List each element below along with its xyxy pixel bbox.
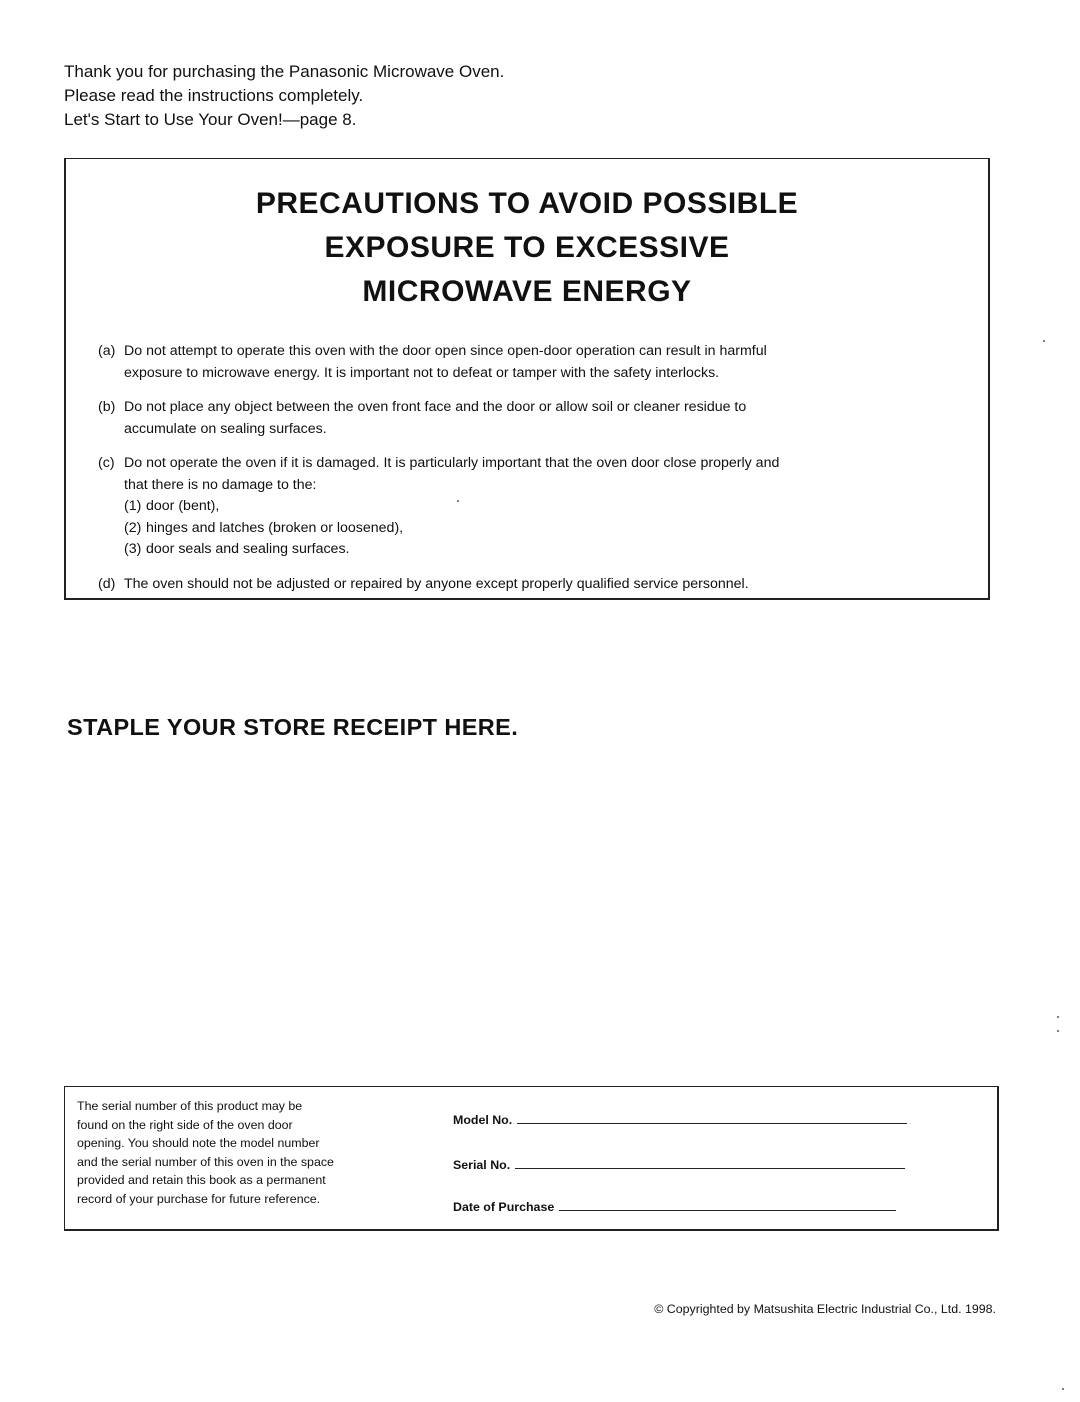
purchase-record-box <box>64 1086 999 1231</box>
intro-line-thanks: Thank you for purchasing the Panasonic Microwave Oven. <box>64 62 505 81</box>
subitem-marker: (2) <box>124 519 142 536</box>
serial-number-field[interactable] <box>453 1158 905 1172</box>
item-text-line: Do not attempt to operate this oven with the door open since open-door operation can result in harmful <box>124 343 767 359</box>
item-marker: (d) <box>98 575 116 592</box>
scan-speck <box>1062 1388 1064 1390</box>
intro-line-start: Let's Start to Use Your Oven!—page 8. <box>64 110 357 129</box>
subitem-marker: (3) <box>124 541 142 557</box>
precautions-box <box>64 158 990 600</box>
damage-subitem <box>124 518 968 540</box>
copyright-notice: © Copyrighted by Matsushita Electric Industrial Co., Ltd. 1998. <box>654 1302 996 1316</box>
serial-number-note <box>77 1097 427 1208</box>
item-text-line: accumulate on sealing surfaces. <box>124 420 327 437</box>
date-of-purchase-line[interactable] <box>559 1210 896 1211</box>
precautions-list <box>98 341 968 608</box>
item-text-line: Do not place any object between the oven front face and the door or allow soil or cleaner residue to <box>124 399 747 415</box>
item-marker: (c) <box>98 455 115 471</box>
staple-receipt-heading: STAPLE YOUR STORE RECEIPT HERE. <box>67 714 519 740</box>
damage-subitem <box>124 496 968 518</box>
note-line: found on the right side of the oven door <box>77 1117 293 1132</box>
item-text-line: that there is no damage to the: <box>124 476 317 493</box>
intro-text <box>64 60 964 132</box>
date-of-purchase-label: Date of Purchase <box>453 1200 555 1214</box>
subitem-marker: (1) <box>124 498 142 514</box>
subitem-text: hinges and latches (broken or loosened), <box>146 519 404 536</box>
note-line: opening. You should note the model number <box>77 1136 320 1150</box>
model-number-field[interactable] <box>453 1113 907 1127</box>
scan-speck <box>1043 340 1045 342</box>
item-text-line: The oven should not be adjusted or repaired by anyone except properly qualified service personnel. <box>124 575 749 592</box>
scan-speck <box>457 500 459 502</box>
precaution-item-a <box>98 341 968 384</box>
precautions-title <box>66 182 988 314</box>
item-marker: (b) <box>98 399 116 415</box>
intro-line-read: Please read the instructions completely. <box>64 86 364 105</box>
item-text-line: Do not operate the oven if it is damaged. It is particularly important that the oven door close properly and <box>124 455 780 471</box>
subitem-text: door seals and sealing surfaces. <box>146 541 350 557</box>
subitem-text: door (bent), <box>146 498 220 514</box>
precaution-item-c <box>98 453 968 561</box>
damage-subitem <box>124 539 968 561</box>
model-number-line[interactable] <box>517 1123 907 1124</box>
note-line: The serial number of this product may be <box>77 1099 303 1113</box>
item-text-line: exposure to microwave energy. It is important not to defeat or tamper with the safety interlocks. <box>124 364 720 381</box>
item-marker: (a) <box>98 343 116 359</box>
precautions-title-line: EXPOSURE TO EXCESSIVE <box>324 231 730 264</box>
note-line: provided and retain this book as a permanent <box>77 1173 326 1187</box>
precaution-item-b <box>98 397 968 440</box>
date-of-purchase-field[interactable] <box>453 1200 896 1214</box>
note-line: record of your purchase for future reference. <box>77 1191 321 1206</box>
precautions-title-line: PRECAUTIONS TO AVOID POSSIBLE <box>255 187 799 220</box>
precaution-item-d <box>98 574 968 596</box>
scan-speck <box>1057 1016 1059 1018</box>
serial-number-line[interactable] <box>515 1168 905 1169</box>
serial-number-label: Serial No. <box>453 1158 511 1172</box>
note-line: and the serial number of this oven in the space <box>77 1154 334 1169</box>
precautions-title-line: MICROWAVE ENERGY <box>362 275 692 308</box>
scan-speck <box>1057 1030 1059 1032</box>
model-number-label: Model No. <box>453 1113 513 1127</box>
